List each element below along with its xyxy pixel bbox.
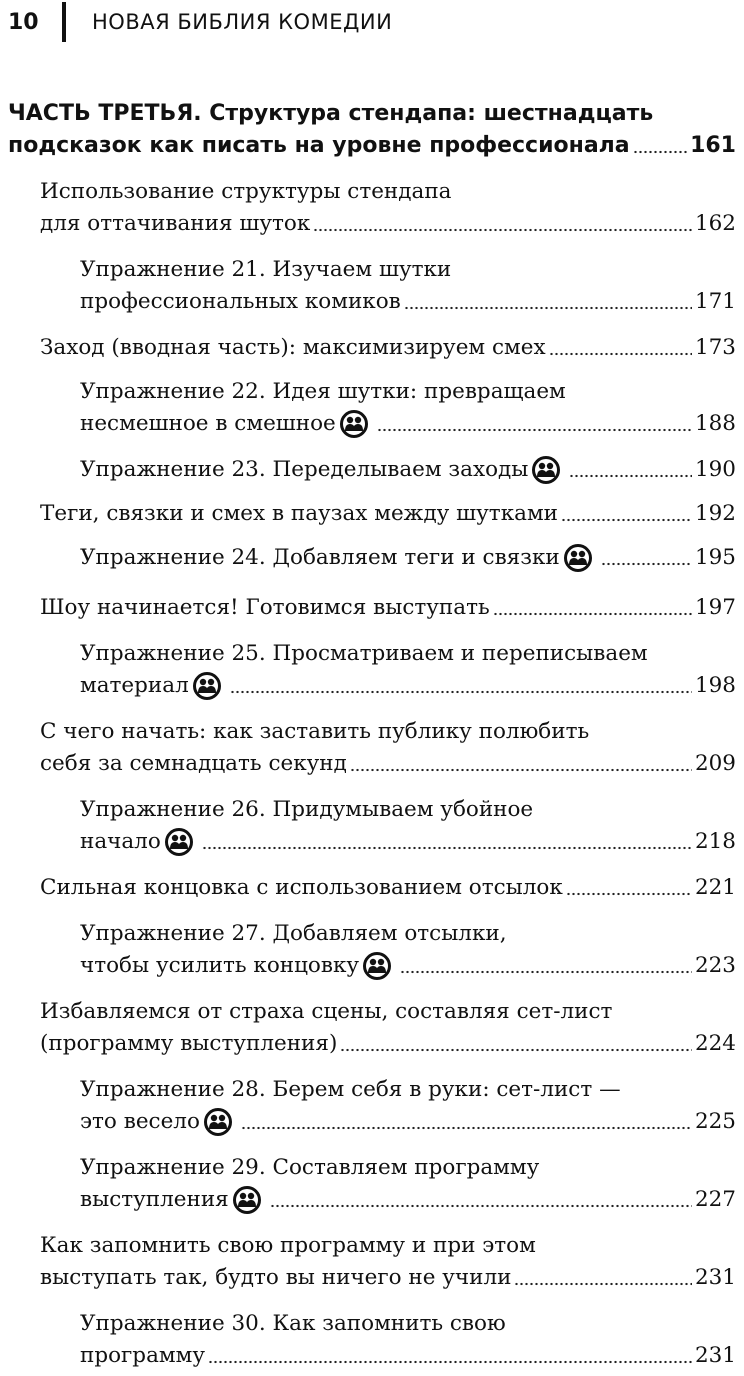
- dot-leader: [569, 474, 692, 478]
- toc-line: [80, 254, 736, 286]
- toc-entry-text: Использование структуры стендапа: [40, 179, 452, 204]
- toc-page-number: 221: [694, 875, 736, 900]
- toc-line: [40, 716, 736, 748]
- toc-entry-text: чтобы усилить концовку: [80, 953, 360, 978]
- toc-line: [80, 826, 736, 858]
- toc-line: [40, 332, 736, 364]
- toc-page-number: 161: [690, 133, 736, 158]
- toc-entry-text: несмешное в смешное: [80, 411, 336, 436]
- toc-line: [40, 872, 736, 904]
- toc-line: [80, 670, 736, 702]
- dot-leader: [514, 1282, 691, 1286]
- group-exercise-icon: [193, 672, 221, 700]
- toc-line: [8, 98, 736, 130]
- toc-entry-text: Теги, связки и смех в паузах между шутками: [40, 501, 559, 526]
- toc-line: [80, 1106, 736, 1138]
- toc-line: [40, 1262, 736, 1294]
- toc-line: [80, 1152, 736, 1184]
- toc-line: [80, 408, 736, 440]
- toc-entry-text: Упражнение 21. Изучаем шутки: [80, 257, 452, 282]
- dot-leader: [561, 518, 692, 522]
- group-exercise-icon: [363, 952, 391, 980]
- dot-leader: [549, 352, 692, 356]
- toc-page-number: 227: [694, 1187, 736, 1212]
- toc-entry-text: Упражнение 22. Идея шутки: превращаем: [80, 379, 566, 404]
- dot-leader: [633, 150, 687, 154]
- toc-entry-text: это весело: [80, 1109, 200, 1134]
- toc-entry-text: Заход (вводная часть): максимизируем смех: [40, 335, 546, 360]
- toc-page-number: 162: [694, 211, 736, 236]
- dot-leader: [377, 428, 692, 432]
- toc-entry-text: выступать так, будто вы ничего не учили: [40, 1265, 512, 1290]
- toc-line: [80, 794, 736, 826]
- toc-chapter: [40, 498, 736, 530]
- dot-leader: [493, 612, 692, 616]
- dot-leader: [566, 892, 692, 896]
- toc-chapter: [40, 716, 736, 780]
- toc-page-number: 223: [694, 953, 736, 978]
- dot-leader: [601, 562, 692, 566]
- toc-line: [8, 130, 736, 162]
- toc-line: [80, 950, 736, 982]
- toc-line: [40, 1230, 736, 1262]
- toc-line: [80, 918, 736, 950]
- toc-line: [80, 454, 736, 486]
- toc-exercise: [80, 1308, 736, 1372]
- toc-page-number: 209: [694, 751, 736, 776]
- toc-page-number: 198: [694, 673, 736, 698]
- toc-chapter: [40, 1230, 736, 1294]
- toc-entry-text: Упражнение 25. Просматриваем и переписываем: [80, 641, 648, 666]
- toc-entry-text: материал: [80, 673, 189, 698]
- dot-leader: [230, 690, 692, 694]
- toc-exercise: [80, 376, 736, 440]
- toc-entry-text: Упражнение 27. Добавляем отсылки,: [80, 921, 507, 946]
- toc-exercise: [80, 254, 736, 318]
- book-title: НОВАЯ БИБЛИЯ КОМЕДИИ: [92, 10, 393, 34]
- toc-line: [80, 376, 736, 408]
- toc-line: [40, 208, 736, 240]
- toc-line: [80, 1308, 736, 1340]
- toc-page-number: 218: [694, 829, 736, 854]
- toc-page-number: 190: [694, 457, 736, 482]
- toc-line: [40, 1028, 736, 1060]
- toc-entry-text: Упражнение 24. Добавляем теги и связки: [80, 545, 560, 570]
- toc-entry-text: Упражнение 23. Переделываем заходы: [80, 457, 529, 482]
- toc-page-number: 195: [694, 545, 736, 570]
- toc-chapter: [40, 996, 736, 1060]
- toc-entry-text: себя за семнадцать секунд: [40, 751, 347, 776]
- group-exercise-icon: [233, 1186, 261, 1214]
- toc-entry-text: С чего начать: как заставить публику полюбить: [40, 719, 590, 744]
- page-number: 10: [8, 10, 39, 35]
- toc-page-number: 224: [694, 1031, 736, 1056]
- toc-line: [40, 498, 736, 530]
- toc-page-number: 197: [694, 595, 736, 620]
- toc-chapter: [40, 592, 736, 624]
- toc-entry-text: ЧАСТЬ ТРЕТЬЯ. Структура стендапа: шестнадцать: [8, 101, 654, 126]
- toc-entry-text: начало: [80, 829, 161, 854]
- toc-line: [80, 286, 736, 318]
- toc-entry-text: выступления: [80, 1187, 229, 1212]
- toc-chapter: [40, 332, 736, 364]
- toc-entry-text: Как запомнить свою программу и при этом: [40, 1233, 536, 1258]
- toc-exercise: [80, 794, 736, 858]
- toc-page-number: 188: [694, 411, 736, 436]
- toc-page-number: 231: [694, 1343, 736, 1368]
- toc-line: [80, 1184, 736, 1216]
- group-exercise-icon: [532, 456, 560, 484]
- toc-entry-text: Упражнение 26. Придумываем убойное: [80, 797, 534, 822]
- dot-leader: [313, 228, 692, 232]
- toc-exercise: [80, 638, 736, 702]
- dot-leader: [208, 1360, 692, 1364]
- toc-page-number: 192: [694, 501, 736, 526]
- dot-leader: [340, 1048, 692, 1052]
- group-exercise-icon: [165, 828, 193, 856]
- toc-line: [40, 176, 736, 208]
- toc-entry-text: программу: [80, 1343, 205, 1368]
- toc-chapter: [40, 872, 736, 904]
- group-exercise-icon: [564, 544, 592, 572]
- dot-leader: [241, 1126, 692, 1130]
- toc-entry-text: Сильная концовка с использованием отсылок: [40, 875, 563, 900]
- toc-page-number: 231: [694, 1265, 736, 1290]
- toc-exercise: [80, 918, 736, 982]
- toc-exercise: [80, 1074, 736, 1138]
- toc-entry-text: (программу выступления): [40, 1031, 338, 1056]
- toc-page-number: 171: [694, 289, 736, 314]
- toc-line: [80, 1340, 736, 1372]
- toc-entry-text: Упражнение 30. Как запомнить свою: [80, 1311, 506, 1336]
- toc-page-number: 173: [694, 335, 736, 360]
- toc-entry-text: Шоу начинается! Готовимся выступать: [40, 595, 490, 620]
- dot-leader: [404, 306, 692, 310]
- toc-entry-text: профессиональных комиков: [80, 289, 401, 314]
- toc-exercise: [80, 1152, 736, 1216]
- toc-part-heading: [8, 98, 736, 162]
- toc-line: [40, 996, 736, 1028]
- toc-entry-text: Упражнение 29. Составляем программу: [80, 1155, 540, 1180]
- toc-chapter: [40, 176, 736, 240]
- toc-exercise: [80, 542, 736, 574]
- toc-entry-text: подсказок как писать на уровне профессионала: [8, 133, 630, 158]
- toc-entry-text: Избавляемся от страха сцены, составляя сет-лист: [40, 999, 613, 1024]
- group-exercise-icon: [204, 1108, 232, 1136]
- toc-line: [40, 592, 736, 624]
- dot-leader: [202, 846, 692, 850]
- toc-entry-text: Упражнение 28. Берем себя в руки: сет-лист —: [80, 1077, 621, 1102]
- toc-entry-text: для оттачивания шуток: [40, 211, 311, 236]
- group-exercise-icon: [340, 410, 368, 438]
- dot-leader: [400, 970, 692, 974]
- toc-line: [80, 542, 736, 574]
- dot-leader: [270, 1204, 692, 1208]
- toc-page-number: 225: [694, 1109, 736, 1134]
- toc-line: [80, 638, 736, 670]
- dot-leader: [350, 768, 692, 772]
- toc-line: [80, 1074, 736, 1106]
- toc-exercise: [80, 454, 736, 486]
- toc-line: [40, 748, 736, 780]
